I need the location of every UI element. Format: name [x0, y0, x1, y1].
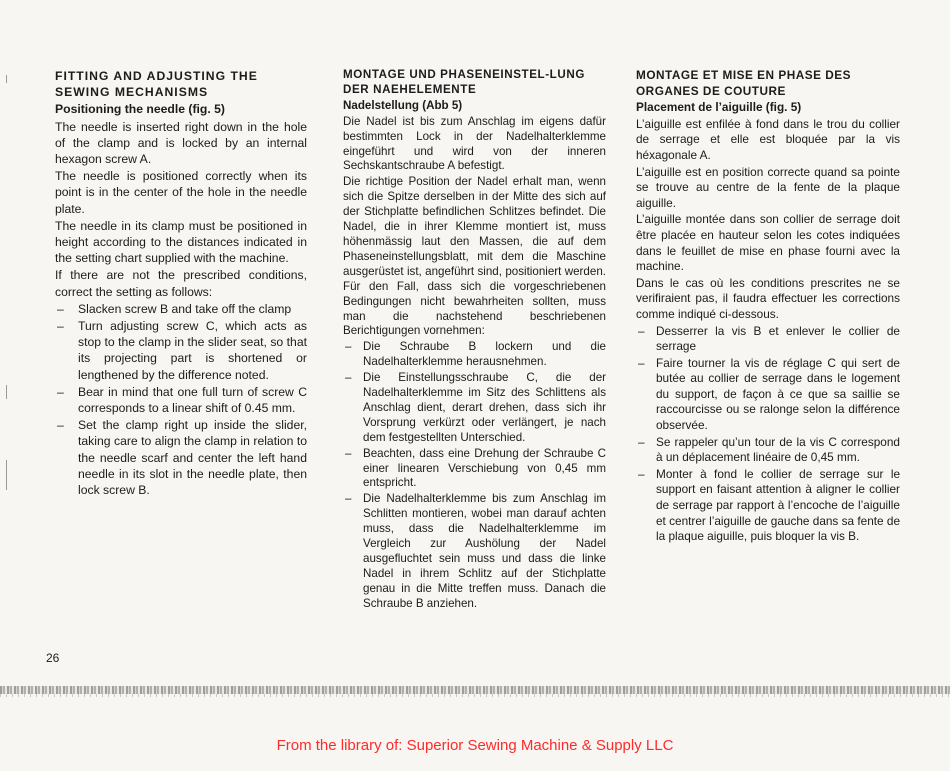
- german-steps-list: [343, 340, 606, 611]
- french-step: – Faire tourner la vis de réglage C qui sert de butée au collier de serrage dans le logement du support, de façon à ce que sa saillie se raccourcisse ou se ralonge selon la différence observée.: [636, 356, 900, 434]
- french-column: [636, 68, 900, 546]
- english-step: – Bear in mind that one full turn of screw C corresponds to a linear shift of 0.45 mm.: [55, 384, 307, 416]
- french-paragraph: L’aiguille est enfilée à fond dans le trou du collier de serrage et elle est bloquée par la vis héxagonale A.: [636, 116, 900, 162]
- english-subheading: Positioning the needle (fig. 5): [55, 102, 225, 117]
- german-paragraph: Die Nadel ist bis zum Anschlag im eigens dafür bestimmten Lock in der Nadelhalterklemme eingeführt und wird von der inneren Sechskantschraube A befestigt.: [343, 114, 606, 173]
- french-paragraph: L’aiguille montée dans son collier de serrage doit être placée en hauteur selon les cotes indiquées dans le feuillet de mise en phase fourni avec la machine.: [636, 212, 900, 274]
- french-step: – Desserrer la vis B et enlever le collier de serrage: [636, 324, 900, 355]
- german-step: – Die Einstellungsschraube C, die der Nadelhalterklemme im Sitz des Schlittens als Anschlag dient, derart drehen, dass sich ihr Vorsprung verkürzt oder verlängert, je nach dem festgestellten Unterschied.: [343, 371, 606, 446]
- library-credit: From the library of: Superior Sewing Machine & Supply LLC: [276, 737, 674, 754]
- german-heading: MONTAGE UND PHASENEINSTEL-LUNG DER NAEHELEMENTE: [343, 68, 585, 96]
- scan-page-edge-dots: [0, 694, 950, 697]
- english-heading: FITTING AND ADJUSTING THE SEWING MECHANISMS: [55, 69, 258, 100]
- french-steps-list: [636, 324, 900, 545]
- english-paragraph: The needle in its clamp must be positioned in height according to the distances indicated in the setting chart supplied with the machine.: [55, 218, 307, 266]
- english-paragraph: The needle is positioned correctly when its point is in the center of the hole in the needle plate.: [55, 169, 307, 216]
- scan-page-edge: [0, 686, 950, 694]
- scan-margin-mark: [6, 385, 7, 399]
- german-step: – Beachten, dass eine Drehung der Schraube C einer linearen Verschiebung von 0,45 mm entspricht.: [343, 447, 606, 492]
- english-paragraph: The needle is inserted right down in the hole of the clamp and is locked by an internal hexagon screw A.: [55, 119, 307, 167]
- german-step: – Die Schraube B lockern und die Nadelhalterklemme herausnehmen.: [343, 340, 606, 370]
- english-step: – Turn adjusting screw C, which acts as stop to the clamp in the slider seat, so that its projecting part is shortened or lengthened by the difference noted.: [55, 318, 307, 383]
- german-column: [343, 68, 606, 613]
- german-step: – Die Nadelhalterklemme bis zum Anschlag im Schlitten montieren, wobei man darauf achten muss, dass die Nadelhalterklemme im Vergleich zur Aushölung der Nadel ausgefluchtet sein muss und dass die linke Nadel in ihrem Schlitz auf der Stichplatte genau in die Mitte treffen muss. Danach die Schraube B anziehen.: [343, 492, 606, 611]
- page-number: 26: [46, 651, 60, 665]
- scan-margin-mark: [6, 75, 7, 83]
- french-step: – Monter à fond le collier de serrage sur le support en faisant attention à aligner le collier de serrage par rapport à l’encoche de l’aiguille et centrer l’aiguille de gauche dans sa fente de la plaque aiguille, puis bloquer la vis B.: [636, 467, 900, 545]
- english-steps-list: [55, 301, 307, 498]
- english-step: – Set the clamp right up inside the slider, taking care to align the clamp in relation to the needle scarf and center the left hand needle in its slot in the needle plate, then lock screw B.: [55, 417, 307, 498]
- french-paragraph: L’aiguille est en position correcte quand sa pointe se trouve au centre de la fente de la plaque aiguille.: [636, 164, 900, 210]
- english-step: – Slacken screw B and take off the clamp: [55, 301, 307, 317]
- french-heading: MONTAGE ET MISE EN PHASE DES ORGANES DE COUTURE: [636, 68, 852, 98]
- german-subheading: Nadelstellung (Abb 5): [343, 98, 463, 112]
- french-paragraph: Dans le cas où les conditions prescrites ne se verifiraient pas, il faudra effectuer les corrections comme indiqué ci-dessous.: [636, 275, 900, 321]
- scan-margin-mark: [6, 460, 7, 490]
- english-column: [55, 68, 307, 499]
- german-paragraph: Die richtige Position der Nadel erhalt man, wenn sich die Spitze derselben in der Mitte des sich auf der Stichplatte befindlichen Schlitzes befindet. Die Nadel, die in ihrer Klemme montiert ist, muss höhenmässig laut den Massen, die auf dem Phaseneinstellungsblatt, mit dem die Maschine ausgerüstet ist, angeführt sind, positioniert werden. Für den Fall, dass sich die vorgeschriebenen Bedingungen nicht bewahrheiten sollten, muss man die nachstehend beschriebenen Berichtigungen vornehmen:: [343, 175, 606, 338]
- english-paragraph: If there are not the prescribed conditions, correct the setting as follows:: [55, 268, 307, 299]
- french-step: – Se rappeler qu’un tour de la vis C correspond à un déplacement linéaire de 0,45 mm.: [636, 435, 900, 466]
- french-subheading: Placement de l’aiguille (fig. 5): [636, 100, 802, 115]
